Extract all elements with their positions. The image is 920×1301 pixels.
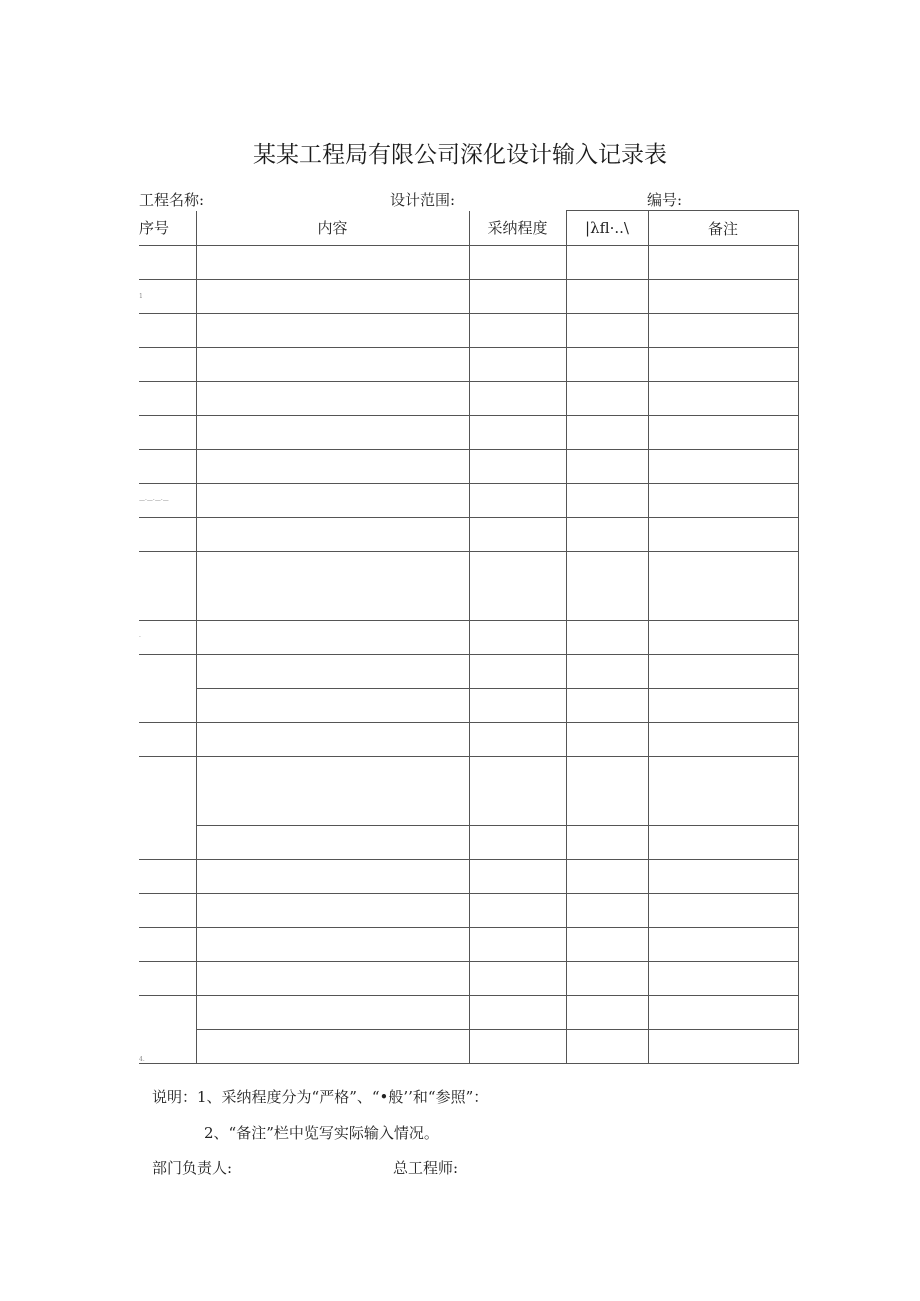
table-row [139, 416, 798, 450]
record-number-label: 编号: [647, 191, 683, 209]
row-mark: —·—·—·— [139, 496, 169, 504]
content-cell [196, 382, 469, 416]
column-4-cell [566, 826, 648, 860]
row-serial-cell [139, 621, 196, 655]
row-serial-cell [139, 996, 196, 1064]
design-scope-label: 设计范围: [390, 191, 456, 209]
content-cell [196, 621, 469, 655]
content-cell [196, 689, 469, 723]
header-column-4: |λfl·..\ [566, 211, 648, 246]
row-serial-cell [139, 962, 196, 996]
table-row [139, 826, 798, 860]
remarks-cell [648, 280, 798, 314]
table-row [139, 314, 798, 348]
row-serial-cell [139, 552, 196, 621]
table-row [139, 928, 798, 962]
row-serial-cell [139, 246, 196, 280]
header-content: 内容 [196, 211, 469, 246]
remarks-cell [648, 962, 798, 996]
input-record-table [139, 210, 799, 1064]
column-4-cell [566, 484, 648, 518]
remarks-cell [648, 757, 798, 826]
table-row [139, 689, 798, 723]
adoption-cell [469, 314, 566, 348]
content-cell [196, 894, 469, 928]
adoption-cell [469, 280, 566, 314]
content-cell [196, 962, 469, 996]
table-row [139, 655, 798, 689]
table-row [139, 757, 798, 826]
row-serial-cell [139, 655, 196, 723]
column-4-cell [566, 996, 648, 1030]
row-serial-cell [139, 860, 196, 894]
row-serial-cell [139, 723, 196, 757]
page-title: 某某工程局有限公司深化设计输入记录表 [253, 142, 667, 168]
adoption-cell [469, 1030, 566, 1064]
remarks-cell [648, 450, 798, 484]
remarks-cell [648, 689, 798, 723]
row-serial-cell [139, 382, 196, 416]
table-row [139, 894, 798, 928]
column-4-cell [566, 621, 648, 655]
adoption-cell [469, 450, 566, 484]
column-4-cell [566, 723, 648, 757]
content-cell [196, 450, 469, 484]
row-serial-cell [139, 450, 196, 484]
remarks-cell [648, 348, 798, 382]
adoption-cell [469, 416, 566, 450]
remarks-cell [648, 484, 798, 518]
column-4-cell [566, 450, 648, 484]
table-row [139, 962, 798, 996]
column-4-cell [566, 518, 648, 552]
row-serial-cell [139, 348, 196, 382]
column-4-cell [566, 382, 648, 416]
row-serial-cell [139, 280, 196, 314]
column-4-cell [566, 314, 648, 348]
column-4-cell [566, 246, 648, 280]
adoption-cell [469, 246, 566, 280]
row-serial-cell [139, 314, 196, 348]
column-4-cell [566, 962, 648, 996]
content-cell [196, 928, 469, 962]
header-remarks: 备注 [648, 211, 798, 246]
row-serial-cell [139, 416, 196, 450]
remarks-cell [648, 860, 798, 894]
row-mark: 4. [139, 1056, 145, 1063]
adoption-cell [469, 655, 566, 689]
table-row [139, 996, 798, 1030]
adoption-cell [469, 689, 566, 723]
column-4-cell [566, 757, 648, 826]
content-cell [196, 655, 469, 689]
content-cell [196, 860, 469, 894]
remarks-cell [648, 518, 798, 552]
row-serial-cell [139, 484, 196, 518]
table-row [139, 450, 798, 484]
column-4-cell [566, 894, 648, 928]
row-serial-cell [139, 894, 196, 928]
table-row [139, 518, 798, 552]
remarks-cell [648, 416, 798, 450]
dept-head-signature-label: 部门负责人: [152, 1159, 233, 1177]
column-4-cell [566, 416, 648, 450]
content-cell [196, 552, 469, 621]
column-4-cell [566, 348, 648, 382]
table-row [139, 723, 798, 757]
column-4-cell [566, 928, 648, 962]
table-row [139, 860, 798, 894]
row-serial-cell [139, 928, 196, 962]
table-row [139, 1030, 798, 1064]
remarks-cell [648, 826, 798, 860]
adoption-cell [469, 723, 566, 757]
content-cell [196, 826, 469, 860]
adoption-cell [469, 860, 566, 894]
project-name-label: 工程名称: [139, 191, 205, 209]
content-cell [196, 246, 469, 280]
chief-engineer-signature-label: 总工程师: [393, 1159, 459, 1177]
adoption-cell [469, 348, 566, 382]
adoption-cell [469, 621, 566, 655]
column-4-cell [566, 860, 648, 894]
content-cell [196, 723, 469, 757]
column-4-cell [566, 655, 648, 689]
row-mark: 1 [139, 292, 143, 300]
content-cell [196, 314, 469, 348]
content-cell [196, 757, 469, 826]
content-cell [196, 416, 469, 450]
remarks-cell [648, 621, 798, 655]
header-adoption: 采纳程度 [469, 211, 566, 246]
remarks-cell [648, 1030, 798, 1064]
remarks-cell [648, 382, 798, 416]
remarks-cell [648, 655, 798, 689]
content-cell [196, 348, 469, 382]
content-cell [196, 518, 469, 552]
row-mark: · [139, 633, 141, 641]
adoption-cell [469, 996, 566, 1030]
row-serial-cell [139, 518, 196, 552]
row-serial-cell [139, 757, 196, 860]
adoption-cell [469, 552, 566, 621]
header-serial: 序号 [139, 211, 196, 246]
table-row [139, 280, 798, 314]
content-cell [196, 1030, 469, 1064]
adoption-cell [469, 484, 566, 518]
content-cell [196, 996, 469, 1030]
content-cell [196, 484, 469, 518]
remarks-cell [648, 723, 798, 757]
content-cell [196, 280, 469, 314]
table-header-row [139, 211, 798, 246]
adoption-cell [469, 757, 566, 826]
note-line-2: 2、“备注”栏中览写实际输入情况。 [204, 1124, 439, 1142]
remarks-cell [648, 928, 798, 962]
table-row [139, 621, 798, 655]
table-row [139, 382, 798, 416]
adoption-cell [469, 382, 566, 416]
adoption-cell [469, 894, 566, 928]
adoption-cell [469, 962, 566, 996]
adoption-cell [469, 518, 566, 552]
table-row [139, 246, 798, 280]
column-4-cell [566, 689, 648, 723]
table-row [139, 552, 798, 621]
remarks-cell [648, 314, 798, 348]
note-line-1: 说明：1、采纳程度分为“严格”、“•般’’和“参照”： [152, 1088, 489, 1106]
remarks-cell [648, 552, 798, 621]
table-row [139, 348, 798, 382]
column-4-cell [566, 552, 648, 621]
column-4-cell [566, 1030, 648, 1064]
column-4-cell [566, 280, 648, 314]
table-row [139, 484, 798, 518]
adoption-cell [469, 928, 566, 962]
adoption-cell [469, 826, 566, 860]
remarks-cell [648, 996, 798, 1030]
remarks-cell [648, 246, 798, 280]
remarks-cell [648, 894, 798, 928]
